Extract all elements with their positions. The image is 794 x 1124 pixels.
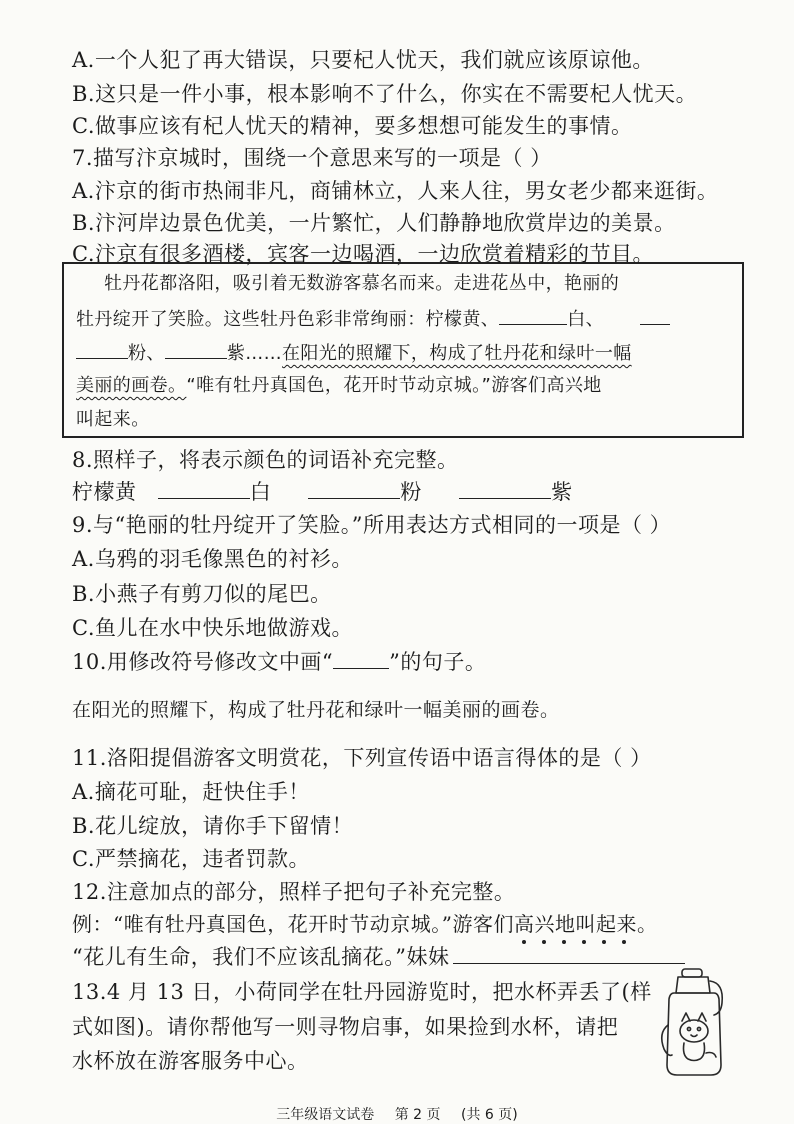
q9-option-b: B.小燕子有剪刀似的尾巴。 [72,582,332,606]
passage-line-2 [76,306,670,332]
q10-stem-start: 10.用修改符号修改文中画“ [72,650,334,674]
q10-underline-sample [333,650,389,669]
q8-blank-3[interactable] [459,480,551,499]
passage-blank-2b [76,340,128,359]
q11-option-b: B.花儿绽放，请你手下留情！ [72,814,354,838]
q8-example: 柠檬黄 [72,480,137,504]
q8-pink: 粉 [400,480,422,504]
q12-dotted-phrase [514,912,637,936]
q11-option-a: A.摘花可耻，赶快住手！ [72,780,310,804]
q8-purple: 紫 [551,480,573,504]
q12-sentence-text: “花儿有生命，我们不应该乱摘花。”妹妹 [72,945,450,969]
q6-option-b: B.这只是一件小事，根本影响不了什么，你实在不需要杞人忧天。 [72,82,698,106]
q11-option-c: C.严禁摘花，违者罚款。 [72,847,310,871]
q13-line-3: 水杯放在游客服务中心。 [72,1049,309,1073]
q12-answer-blank[interactable] [453,945,685,964]
q7-option-b: B.汴河岸边景色优美，一片繁忙，人们静静地欣赏岸边的美景。 [72,211,676,235]
q9-option-a: A.乌鸦的羽毛像黑色的衬衫。 [72,547,353,571]
passage-line-3-pink: 粉、 [128,343,165,364]
q12-example-text: 例：“唯有牡丹真国色，花开时节动京城。”游客们 [72,912,514,936]
q9-option-c: C.鱼儿在水中快乐地做游戏。 [72,616,353,640]
q12-example [72,910,657,938]
q8-answer-row [72,478,573,506]
reading-passage-box [62,262,744,438]
passage-line-3-purple: 紫…… [226,343,283,364]
footer-page: 第 2 页 [394,1107,441,1123]
passage-line-4 [76,374,602,398]
q8-blank-2[interactable] [308,480,400,499]
q7-stem: 7.描写汴京城时，围绕一个意思来写的一项是（ ） [72,146,552,170]
passage-line-2-end: 白、 [567,309,605,330]
passage-blank-1 [499,306,567,325]
q13-line-2: 式如图)。请你帮他写一则寻物启事，如果捡到水杯，请把 [72,1015,619,1039]
q7-option-a: A.汴京的街市热闹非凡，商铺林立，人来人往，男女老少都来逛街。 [72,179,719,203]
q12-dotted-text: 高兴地叫起来 [513,912,637,936]
page-footer [0,1104,794,1124]
passage-line-1: 牡丹花都洛阳，吸引着无数游客慕名而来。走进花丛中，艳丽的 [104,273,620,294]
q13-line-1: 13.4 月 13 日，小荷同学在牡丹园游览时，把水杯弄丢了(样 [72,980,652,1004]
passage-line-5: 叫起来。 [76,409,150,430]
q6-option-a: A.一个人犯了再大错误，只要杞人忧天，我们就应该原谅他。 [72,48,654,72]
footer-title: 三年级语文试卷 [276,1107,375,1123]
q12-sentence [72,943,685,971]
q10-stem [72,648,486,676]
q8-stem: 8.照样子，将表示颜色的词语补充完整。 [72,448,459,472]
q8-white: 白 [249,480,272,504]
q12-stem: 12.注意加点的部分，照样子把句子补充完整。 [72,880,516,904]
passage-line-3 [76,340,632,366]
q7-option-c: C.汴京有很多酒楼，宾客一边喝酒，一边欣赏着精彩的节目。 [72,242,654,266]
q6-option-c: C.做事应该有杞人忧天的精神，要多想想可能发生的事情。 [72,114,633,138]
water-bottle-icon [654,965,738,1081]
q10-sentence: 在阳光的照耀下，构成了牡丹花和绿叶一幅美丽的画卷。 [72,699,560,721]
passage-blank-3 [165,340,227,359]
footer-total: (共 6 页) [460,1107,518,1123]
q12-example-period: 。 [636,912,658,936]
q9-stem: 9.与“艳丽的牡丹绽开了笑脸。”所用表达方式相同的一项是（ ） [72,513,672,537]
passage-line-4-quote: “唯有牡丹真国色，花开时节动京城。”游客们高兴地 [186,375,602,396]
passage-line-2-text: 牡丹绽开了笑脸。这些牡丹色彩非常绚丽：柠檬黄、 [76,309,500,330]
q11-stem: 11.洛阳提倡游客文明赏花，下列宣传语中语言得体的是（ ） [72,746,652,770]
passage-underlined-sentence-part-1: 在阳光的照耀下，构成了牡丹花和绿叶一幅 [282,343,632,364]
passage-blank-2a [640,306,670,325]
passage-underlined-sentence-part-2: 美丽的画卷。 [76,375,187,396]
q8-blank-1[interactable] [158,480,250,499]
q10-stem-end: ”的句子。 [389,650,487,674]
